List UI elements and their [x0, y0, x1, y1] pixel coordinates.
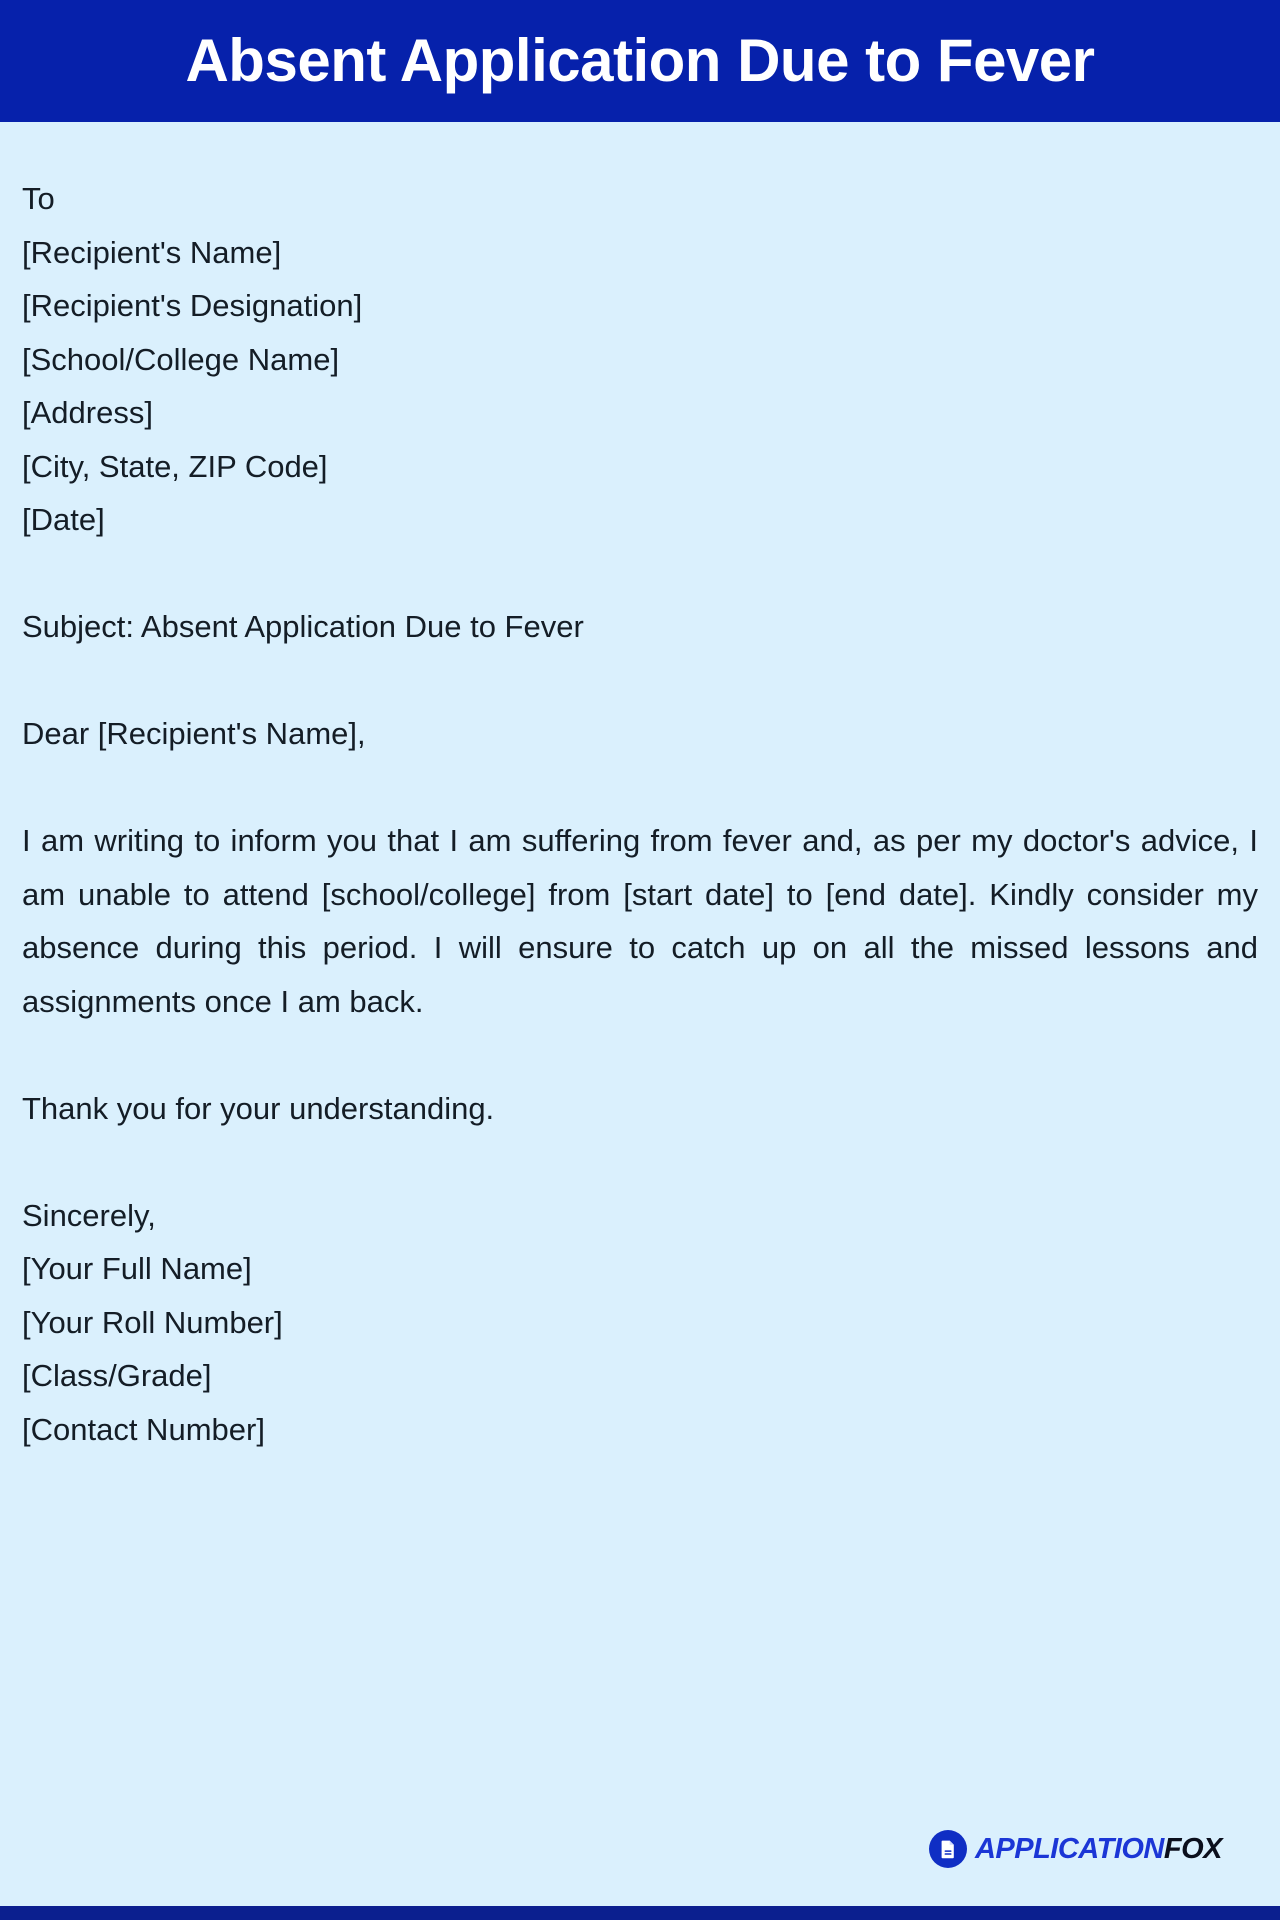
recipient-block	[22, 172, 1258, 547]
letter-body	[22, 172, 1258, 1456]
spacer-after-thanks	[22, 1135, 1258, 1189]
body-paragraph: I am writing to inform you that I am suffering from fever and, as per my doctor's advice, I am unable to attend [school/college] from [start date] to [end date]. Kindly consider my absence during this period. I will ensure to catch up on all the missed lessons and assignments once I am back.	[22, 823, 1258, 1019]
closing-line-contact: [Contact Number]	[22, 1411, 265, 1447]
bottom-accent-bar	[0, 1906, 1280, 1920]
thanks-line: Thank you for your understanding.	[22, 1090, 495, 1126]
document-circle-icon	[929, 1830, 967, 1868]
salutation-line: Dear [Recipient's Name],	[22, 716, 366, 751]
recipient-line-date: [Date]	[22, 502, 105, 537]
closing-line-sincerely: Sincerely,	[22, 1197, 156, 1233]
recipient-line-city-state-zip: [City, State, ZIP Code]	[22, 448, 328, 484]
closing-block	[22, 1189, 1258, 1457]
brand-name-primary: APPLICATION	[974, 1832, 1164, 1865]
closing-line-class-grade: [Class/Grade]	[22, 1358, 212, 1393]
header-bar	[0, 0, 1280, 122]
spacer-after-salutation	[22, 761, 1258, 815]
recipient-line-address: [Address]	[22, 395, 153, 430]
letter-content	[0, 122, 1280, 1920]
brand-name-secondary: FOX	[1163, 1832, 1222, 1865]
closing-line-full-name: [Your Full Name]	[22, 1251, 252, 1286]
recipient-line-name: [Recipient's Name]	[22, 234, 282, 270]
brand-wordmark	[974, 1832, 1222, 1865]
spacer-after-recipient	[22, 547, 1258, 601]
closing-line-roll-number: [Your Roll Number]	[22, 1304, 283, 1340]
spacer-after-body	[22, 1028, 1258, 1082]
subject-line: Subject: Absent Application Due to Fever	[22, 609, 584, 644]
brand-logo	[929, 1830, 1222, 1868]
page-title: Absent Application Due to Fever	[185, 27, 1095, 94]
spacer-after-subject	[22, 654, 1258, 708]
recipient-line-designation: [Recipient's Designation]	[22, 288, 363, 323]
recipient-line-to: To	[22, 181, 55, 216]
recipient-line-institution: [School/College Name]	[22, 341, 340, 377]
